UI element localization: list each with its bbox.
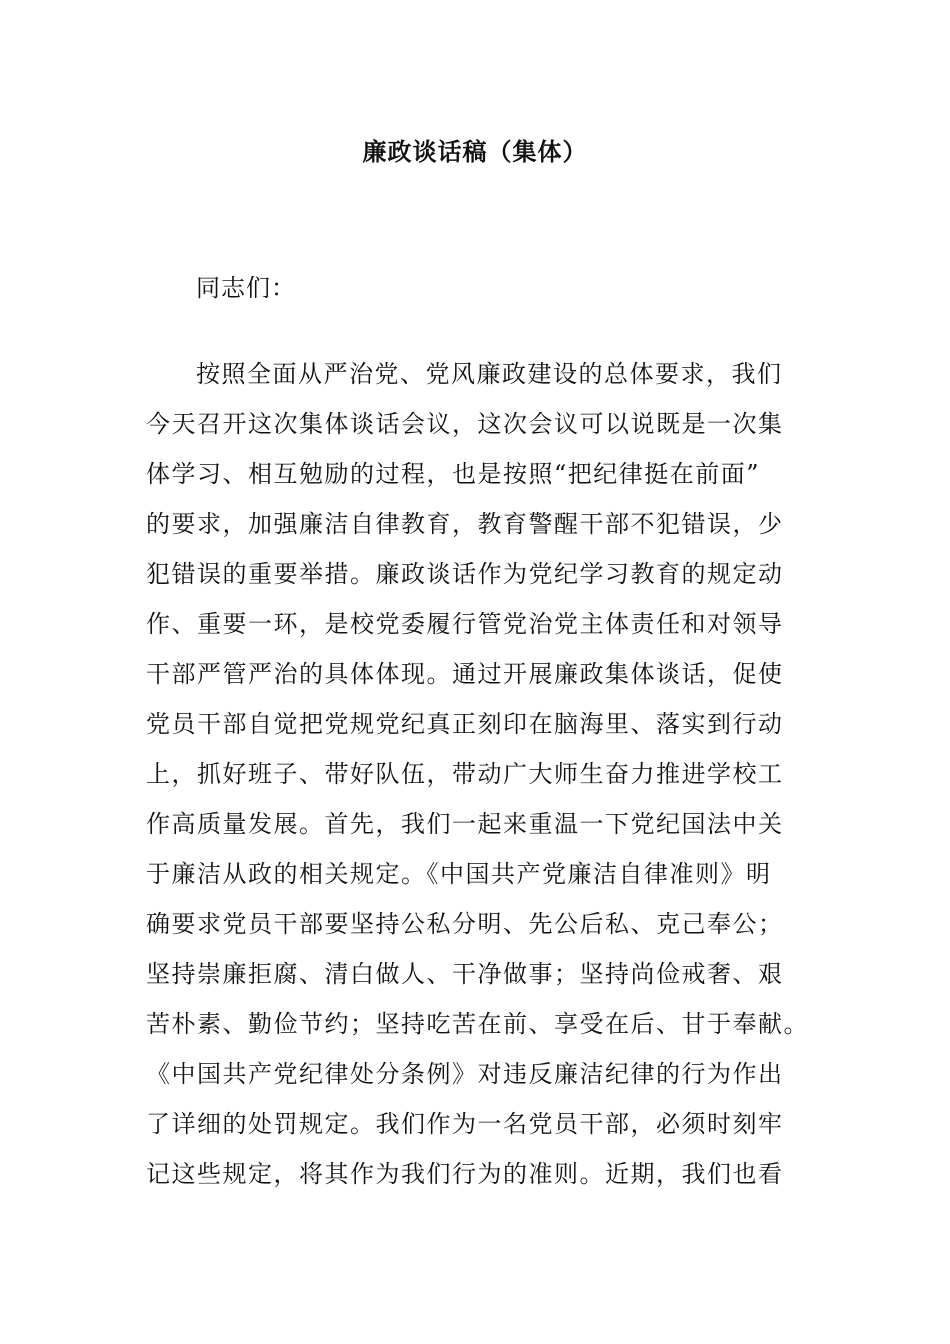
body-paragraph — [146, 356, 809, 1206]
paragraph-line: 党员干部自觉把党规党纪真正刻印在脑海里、落实到行动 — [146, 710, 784, 738]
paragraph-line: 的要求，加强廉洁自律教育，教育警醒干部不犯错误，少 — [146, 510, 784, 538]
paragraph-line: 苦朴素、勤俭节约；坚持吃苦在前、享受在后、甘于奉献。 — [146, 1010, 809, 1038]
paragraph-line: 作、重要一环，是校党委履行管党治党主体责任和对领导 — [146, 610, 784, 638]
paragraph-line: 确要求党员干部要坚持公私分明、先公后私、克己奉公； — [146, 910, 784, 938]
paragraph-line: 体学习、相互勉励的过程，也是按照“把纪律挺在前面” — [146, 460, 761, 488]
paragraph-line: 于廉洁从政的相关规定。《中国共产党廉洁自律准则》明 — [146, 860, 772, 888]
salutation: 同志们： — [196, 274, 296, 302]
paragraph-line: 坚持崇廉拒腐、清白做人、干净做事；坚持尚俭戒奢、艰 — [146, 960, 784, 988]
paragraph-line: 今天召开这次集体谈话会议，这次会议可以说既是一次集 — [146, 410, 784, 438]
paragraph-line: 记这些规定，将其作为我们行为的准则。近期，我们也看 — [146, 1160, 784, 1188]
paragraph-line: 犯错误的重要举措。廉政谈话作为党纪学习教育的规定动 — [146, 560, 784, 588]
paragraph-line: 按照全面从严治党、党风廉政建设的总体要求，我们 — [196, 360, 783, 388]
paragraph-line: 作高质量发展。首先，我们一起来重温一下党纪国法中关 — [146, 810, 784, 838]
document-title: 廉政谈话稿（集体） — [362, 137, 588, 166]
paragraph-line: 上，抓好班子、带好队伍，带动广大师生奋力推进学校工 — [146, 760, 784, 788]
paragraph-line: 《中国共产党纪律处分条例》对违反廉洁纪律的行为作出 — [146, 1060, 784, 1088]
paragraph-line: 了详细的处罚规定。我们作为一名党员干部，必须时刻牢 — [146, 1110, 784, 1138]
paragraph-line: 干部严管严治的具体体现。通过开展廉政集体谈话，促使 — [146, 660, 784, 688]
